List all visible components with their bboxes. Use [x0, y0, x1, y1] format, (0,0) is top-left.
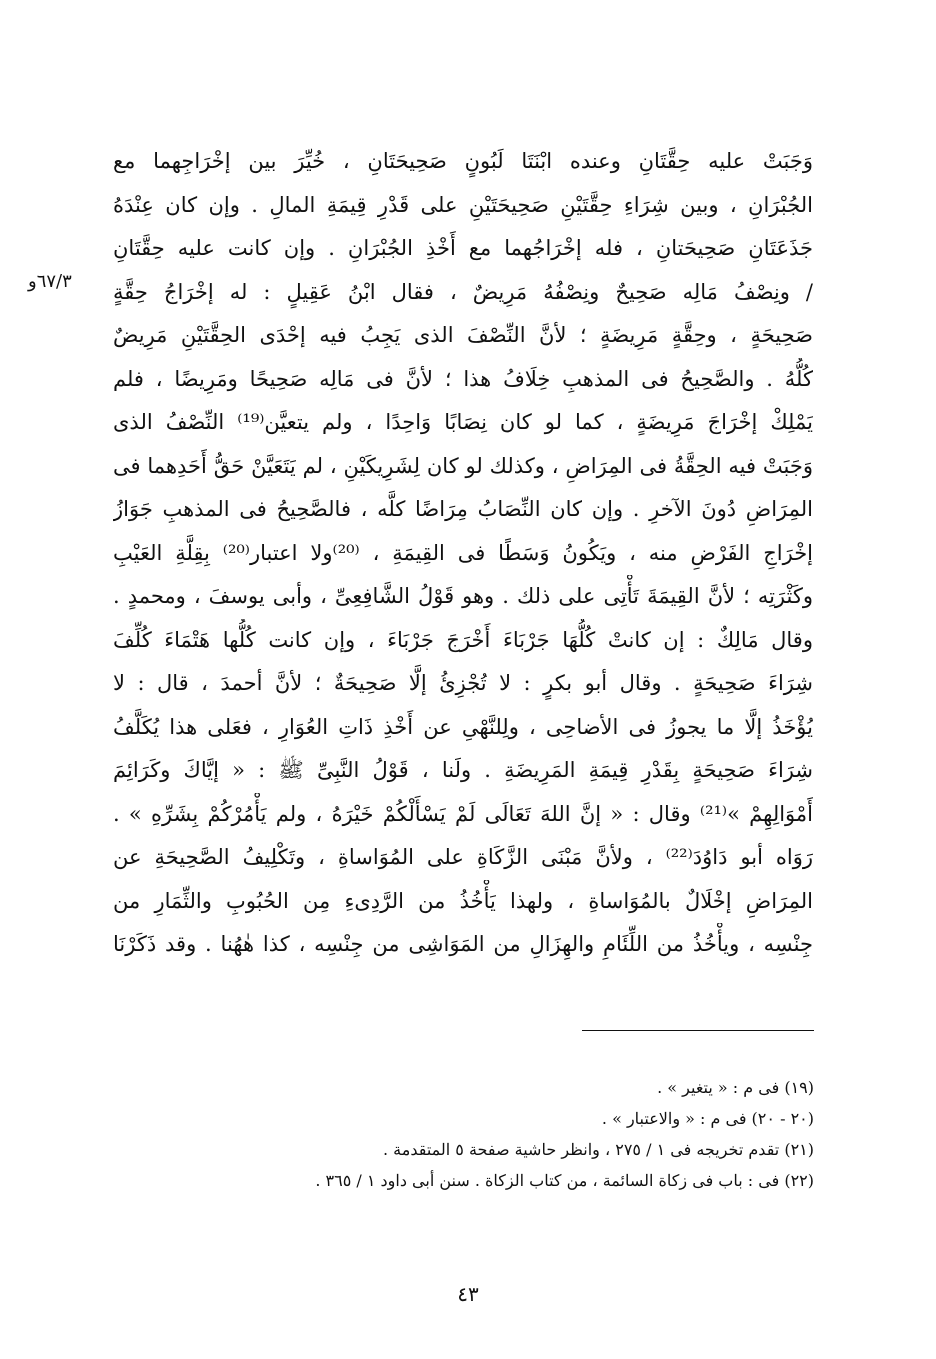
text-line: صَحِيحَةٍ ، وحِقَّةٍ مَرِيضَةٍ ؛ لأنَّ النِّصْفَ الذى يَجِبُ فيه إحْدَى الحِقَّتَيْنِ مَرِيضٌ	[113, 323, 813, 347]
text-line: / ونِصْفُ مَالِه صَحِيحٌ ونِصْفُهُ مَرِيضٌ ، فقال ابْنُ عَقِيلٍ : له إخْرَاجُ حِقَّةٍ	[113, 279, 813, 304]
text-line: وَجَبَتْ عليه حِقَّتَانِ وعنده ابْنَتَا لَبُونٍ صَحِيحَتَانِ ، خُيِّرَ بين إخْرَاجِهما مع	[113, 149, 813, 173]
text-line: المِرَاضِ إخْلَالٌ بالمُوَاساةِ ، ولهذا يَأْخُذُ من الرَّدِىءِ مِن الحُبُوبِ والثِّمَارِ من	[113, 888, 813, 913]
text-line: المِرَاضِ دُونَ الآخرِ . وإن كان النِّصَابُ مِرَاضًا كلَّه ، فالصَّحِيحُ فى المذهبِ جَوَازُ	[113, 497, 813, 521]
text-line: وكَثْرَتِه ؛ لأنَّ القِيمَةَ تَأْتِى على ذلك . وهو قَوْلُ الشَّافِعِىِّ ، وأبى يوسفَ ، ومحمدٍ .	[113, 584, 813, 608]
text-line: شِرَاءَ صَحِيحَةٍ . وقال أبو بكرٍ : لا تُجْزِئُ إلَّا صَحِيحَةٌ ؛ لأنَّ أحمدَ ، قال : لا	[113, 671, 813, 695]
footnotes	[200, 1072, 814, 1196]
text-line: يَمْلِكْ إخْرَاجَ مَرِيضَةٍ ، كما لو كان نِصَابًا وَاحِدًا ، ولم يتعيَّن⁽¹⁹⁾ النِّصْفُ الذى	[113, 410, 813, 434]
text-line: رَوَاه أبو دَاوُدَ⁽²²⁾ ، ولأنَّ مَبْنَى الزَّكَاةِ على المُوَاساةِ ، وتَكْلِيفُ الصَّحِيحَةِ عن	[113, 845, 813, 869]
footnote-separator	[582, 1030, 814, 1031]
text-line: شِرَاءَ صَحِيحَةٍ بِقَدْرِ قِيمَةِ المَرِيضَةِ . ولَنا ، قَوْلُ النَّبِىِّ ﷺ : « إيَّاكَ وكَرَائِمَ	[113, 758, 813, 782]
main-text	[113, 140, 813, 967]
text-line: كُلُّهُ . والصَّحِيحُ فى المذهبِ خِلَافُ هذا ؛ لأنَّ فى مَالِه صَحِيحًا ومَرِيضًا ، فلم	[113, 366, 813, 391]
text-line: أَمْوَالِهِمْ »⁽²¹⁾ وقال : « إنَّ اللهَ تَعَالَى لَمْ يَسْأَلْكُمْ خَيْرَهُ ، ولم يَأْمُرْكُمْ بِشَرِّهِ » .	[113, 801, 813, 826]
text-line: جَذَعَتَانِ صَحِيحَتانِ ، فله إخْرَاجُهما مع أَخْذِ الجُبْرَانِ . وإن كانت عليه حِقَّتَانِ	[113, 236, 813, 260]
text-line: جِنْسِه ، ويأْخُذُ من اللِّئَامِ والهِزَالِ من المَوَاشِى من جِنْسِه ، كذا هٰهُنا . وقد ذَكَرْنَا	[113, 932, 813, 956]
margin-folio-note: ٦٧/٣و	[28, 271, 72, 292]
footnote: (١٩) فى م : « يتغير » .	[657, 1078, 814, 1097]
text-line: وَجَبَتْ فيه الحِقَّةُ فى المِرَاضِ ، وكذلك لو كان لِشَرِيكَيْنِ ، لم يَتَعَيَّنْ حَقُّ أَحَدِهما فى	[113, 453, 813, 478]
footnote: (٢٢) فى : باب فى زكاة السائمة ، من كتاب الزكاة . سنن أبى داود ١ / ٣٦٥ .	[315, 1171, 814, 1190]
text-line: يُؤْخَذُ إلَّا ما يجوزُ فى الأضاحِى ، ولِلنَّهْىِ عن أَخْذِ ذَاتِ العُوَارِ ، فعَلى هذا يُكَلَّفُ	[113, 714, 813, 739]
footnote: (٢١) تقدم تخريجه فى ١ / ٢٧٥ ، وانظر حاشية صفحة ٥ المتقدمة .	[383, 1140, 814, 1159]
page-number: ٤٣	[457, 1282, 479, 1306]
text-line: وقال مَالِكٌ : إن كانتْ كُلُّهَا جَرْبَاءَ أَخْرَجَ جَرْبَاءَ ، وإن كانت كُلُّها هَتْمَاءَ كُلِّفَ	[113, 627, 813, 652]
footnote: (٢٠ - ٢٠) فى م : « والاعتبار » .	[601, 1109, 814, 1128]
text-line: الجُبْرَانِ ، وبين شِرَاءِ حِقَّتَيْنِ صَحِيحَتَيْنِ على قَدْرِ قِيمَةِ المالِ . وإن كان عِنْدَهُ	[113, 192, 813, 217]
text-line: إخْرَاجِ الفَرْضِ منه ، ويَكُونُ وَسَطًا فى القِيمَةِ ، ⁽²⁰⁾ولا اعتبار⁽²⁰⁾ بِقِلَّةِ العَيْبِ	[113, 540, 813, 565]
